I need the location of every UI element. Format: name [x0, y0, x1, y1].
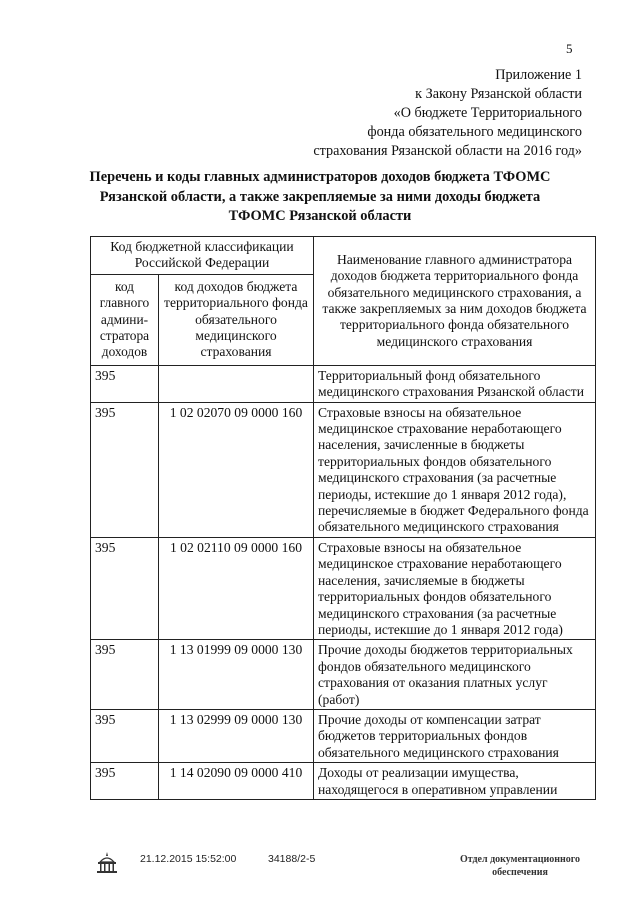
- name-cell: Территориальный фонд обязательного медицинского страхования Рязанской области: [314, 365, 596, 402]
- header-budget-classification: Код бюджетной классификации Российской Федерации: [91, 237, 314, 275]
- header-income-code: код доходов бюджета территориального фонда обязательного медицинского страхования: [159, 274, 314, 365]
- footer-department: [440, 853, 600, 879]
- title-line: Перечень и коды главных администраторов доходов бюджета ТФОМС: [89, 169, 551, 185]
- admin-code-cell: 395: [91, 402, 159, 537]
- name-cell: Прочие доходы от компенсации затрат бюджетов территориальных фондов обязательного медицинского страхования: [314, 709, 596, 762]
- header-admin-code: код главного админи-стратора доходов: [91, 274, 159, 365]
- duma-building-icon: [94, 850, 120, 876]
- appendix-header: [252, 66, 582, 161]
- table-row: [91, 640, 596, 710]
- document-title: [75, 168, 565, 227]
- footer-doc-number: 34188/2-5: [268, 853, 316, 865]
- income-code-cell: 1 02 02110 09 0000 160: [159, 537, 314, 639]
- income-code-cell: 1 02 02070 09 0000 160: [159, 402, 314, 537]
- income-code-cell: 1 13 02999 09 0000 130: [159, 709, 314, 762]
- department-line: Отдел документационного: [459, 854, 581, 865]
- title-line: Рязанской области, а также закрепляемые за ними доходы бюджета: [99, 188, 541, 205]
- name-cell: Страховые взносы на обязательное медицинское страхование неработающего населения, зачисленные в бюджеты территориальных фондов обязательного медицинского страхования (за расчетные периоды, истекшие до 1 января 2012 года), перечисляемые в бюджет Федерального фонда обязательного медицинского страхования: [314, 402, 596, 537]
- name-cell: Доходы от реализации имущества, находящегося в оперативном управлении: [314, 763, 596, 800]
- table-row: [91, 365, 596, 402]
- income-code-cell: [159, 365, 314, 402]
- header-administrator-name: Наименование главного администратора доходов бюджета территориального фонда обязательного медицинского страхования, а также закрепляемых за ним доходов бюджета территориального фонда обязательного медицинского страхования: [314, 237, 596, 366]
- title-line: ТФОМС Рязанской области: [228, 208, 412, 224]
- table-row: [91, 709, 596, 762]
- table-row: [91, 763, 596, 800]
- appendix-line: «О бюджете Территориального: [393, 105, 582, 121]
- name-cell: Прочие доходы бюджетов территориальных фондов обязательного медицинского страхования от оказания платных услуг (работ): [314, 640, 596, 710]
- admin-code-cell: 395: [91, 640, 159, 710]
- department-line: обеспечения: [492, 867, 548, 878]
- page-number: 5: [566, 41, 573, 56]
- income-code-cell: 1 14 02090 09 0000 410: [159, 763, 314, 800]
- name-cell: Страховые взносы на обязательное медицинское страхование неработающего населения, зачисляемые в бюджеты территориальных фондов обязательного медицинского страхования (за расчетные периоды, истекшие до 1 января 2012 года): [314, 537, 596, 639]
- admin-code-cell: 395: [91, 537, 159, 639]
- admin-code-cell: 395: [91, 365, 159, 402]
- appendix-line: страхования Рязанской области на 2016 год»: [313, 143, 582, 159]
- appendix-line: фонда обязательного медицинского: [367, 124, 582, 140]
- table-row: [91, 402, 596, 537]
- appendix-line: к Закону Рязанской области: [415, 86, 582, 102]
- appendix-line: Приложение 1: [495, 67, 582, 83]
- footer-datetime: 21.12.2015 15:52:00: [140, 853, 237, 865]
- admin-code-cell: 395: [91, 763, 159, 800]
- admin-code-cell: 395: [91, 709, 159, 762]
- table-row: [91, 537, 596, 639]
- income-code-cell: 1 13 01999 09 0000 130: [159, 640, 314, 710]
- revenue-codes-table: [90, 236, 596, 800]
